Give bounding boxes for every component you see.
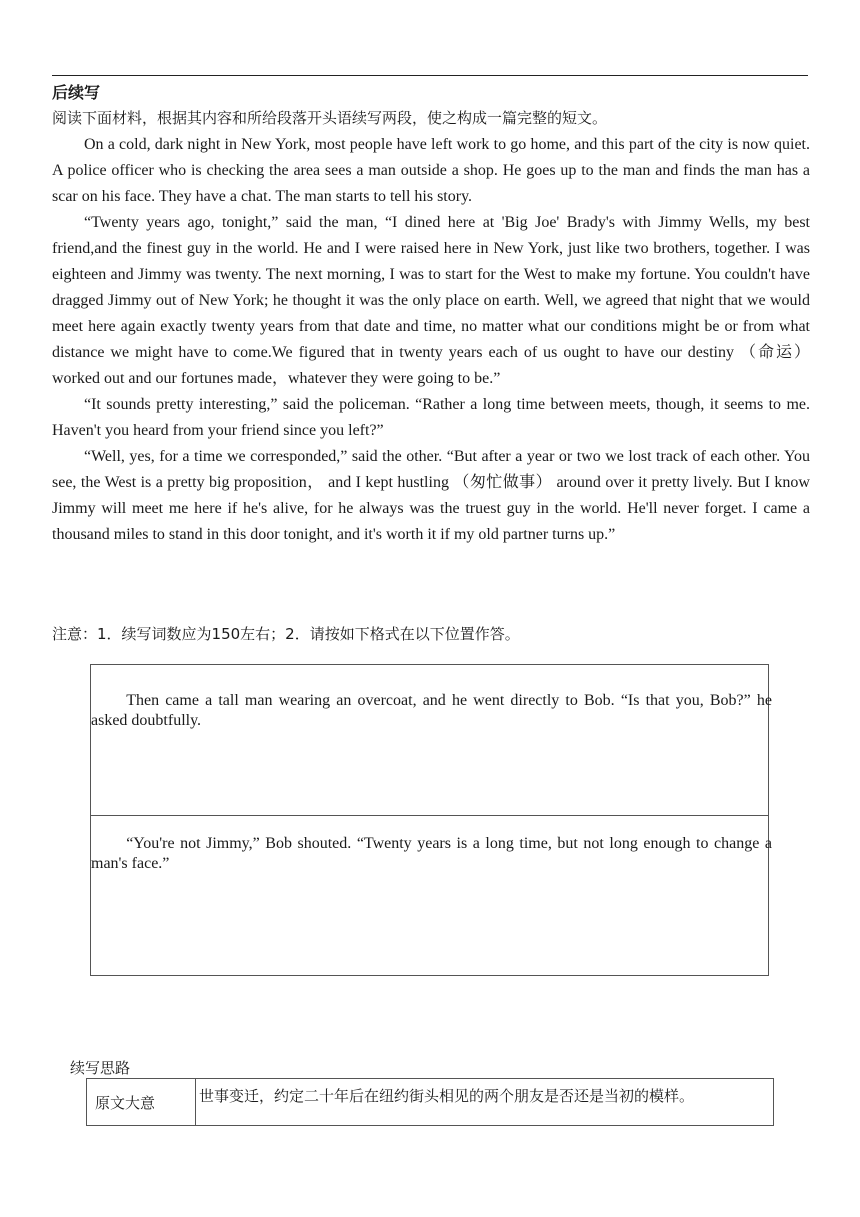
paragraph-1-opening: Then came a tall man wearing an overcoat, and he went directly to Bob. “Is that you, Bob?” he asked doubtfully. — [91, 692, 772, 729]
answer-area-paragraph-1[interactable] — [91, 665, 772, 816]
story-paragraph: “Well, yes, for a time we corresponded,” said the other. “But after a year or two we lost track of each other. You see, the West is a pretty big proposition， and I kept hustling （匆忙做事） around over it pretty lively. But I know Jimmy will meet me here if he's alive, for he always was the truest guy in the world. He'll never forget. I came a thousand miles to stand in this door tonight, and it's worth it if my old partner turns up.” — [52, 448, 810, 543]
story-paragraph: “It sounds pretty interesting,” said the policeman. “Rather a long time between meets, though, it seems to me. Haven't you heard from your friend since you left?” — [52, 396, 810, 439]
ideas-table — [86, 1078, 774, 1126]
answer-area-paragraph-2[interactable] — [91, 816, 772, 975]
story-paragraph: “Twenty years ago, tonight,” said the man, “I dined here at 'Big Joe' Brady's with Jimmy Wells, my best friend,and the finest guy in the world. He and I were raised here in New York, just like two brothers, together. I was eighteen and Jimmy was twenty. The next morning, I was to start for the West to make my fortune. You couldn't have dragged Jimmy out of New York; he thought it was the only place on earth. Well, we agreed that night that we would meet here again exactly twenty years from that date and time, no matter what our conditions might be or from what distance we might have to come.We figured that in twenty years each of us ought to have our destiny （命运） worked out and our fortunes made，whatever they were going to be.” — [52, 214, 810, 387]
story-passage — [52, 132, 810, 548]
story-paragraph: On a cold, dark night in New York, most people have left work to go home, and this part of the city is now quiet. A police officer who is checking the area sees a man outside a shop. He goes up to the man and finds the man has a scar on his face. They have a chat. The man starts to tell his story. — [52, 136, 810, 205]
task-instruction: 阅读下面材料，根据其内容和所给段落开头语续写两段，使之构成一篇完整的短文。 — [52, 109, 608, 127]
paragraph-2-opening: “You're not Jimmy,” Bob shouted. “Twenty years is a long time, but not long enough to change a man's face.” — [91, 835, 772, 872]
answer-box — [90, 664, 772, 976]
header-rule — [52, 75, 808, 76]
ideas-label: 原文大意 — [87, 1079, 196, 1125]
ideas-title: 续写思路 — [70, 1059, 131, 1077]
answer-note: 注意：1．续写词数应为150左右；2．请按如下格式在以下位置作答。 — [52, 625, 520, 643]
ideas-value: 世事变迁，约定二十年后在纽约街头相见的两个朋友是否还是当初的模样。 — [199, 1087, 695, 1105]
section-heading: 后续写 — [52, 83, 101, 102]
